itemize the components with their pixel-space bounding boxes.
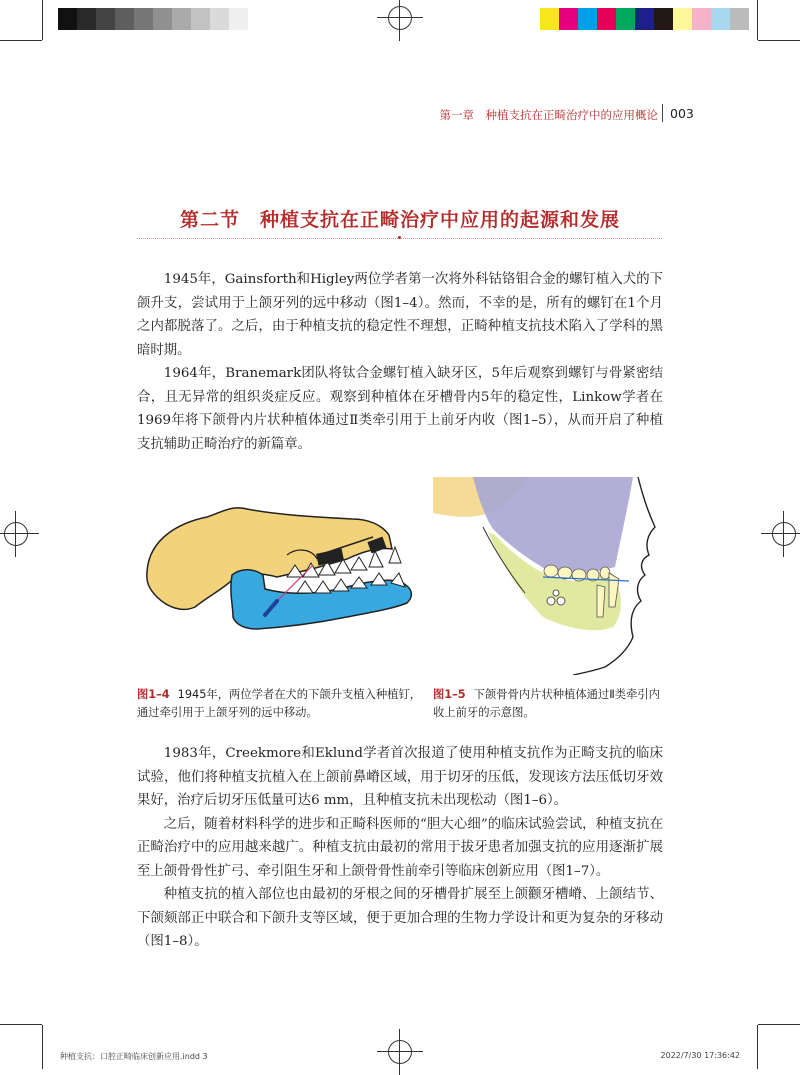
paragraph: 1945年，Gainsforth和Higley两位学者第一次将外科钴铬钼合金的螺钉植入犬的下颌升支，尝试用于上颌牙列的远中移动（图1–4）。然而，不幸的是，所有的螺钉在1个月之内都脱落了。之后，由于种植支抗的稳定性不理想，正畸种植支抗技术陷入了学科的黑暗时期。 <box>137 272 663 358</box>
figure-1-4-dog-skull <box>137 477 427 677</box>
caption-text: 下颌骨骨内片状种植体通过Ⅱ类牵引内收上前牙的示意图。 <box>433 688 660 719</box>
crop-mark <box>42 0 43 40</box>
body-text-bottom <box>137 742 663 954</box>
paragraph: 种植支抗的植入部位也由最初的牙根之间的牙槽骨扩展至上颌颧牙槽嵴、上颌结节、下颌颏部正中联合和下颌升支等区域，便于更加合理的生物力学设计和更为复杂的牙移动（图1–8）。 <box>137 887 663 949</box>
crop-mark <box>757 1025 758 1069</box>
running-header: 第一章 种植支抗在正畸治疗中的应用概论 <box>439 108 658 122</box>
footer-file-slug: 种植支抗：口腔正畸临床创新应用.indd 3 <box>60 1052 208 1061</box>
paragraph: 1964年，Branemark团队将钛合金螺钉植入缺牙区，5年后观察到螺钉与骨紧密结合，且无异常的组织炎症反应。观察到种植体在牙槽骨内5年的稳定性，Linkow学者在1969年将下颌骨内片状种植体通过Ⅱ类牵引用于上前牙内收（图1–5），从而开启了种植支抗辅助正畸治疗的新篇章。 <box>137 366 663 452</box>
grayscale-color-bar <box>58 8 248 30</box>
header-divider <box>662 104 663 122</box>
figure-1-4-caption <box>137 686 427 722</box>
crop-mark <box>758 40 800 41</box>
registration-mark-icon <box>4 522 28 546</box>
registration-mark-icon <box>388 1040 412 1064</box>
paragraph: 1983年，Creekmore和Eklund学者首次报道了使用种植支抗作为正畸支抗的临床试验，他们将种植支抗植入在上颌前鼻嵴区域，用于切牙的压低，发现该方法压低切牙效果好，治疗后切牙压低量可达6 mm，且种植支抗未出现松动（图1–6）。 <box>137 746 663 808</box>
paragraph: 之后，随着材料科学的进步和正畸科医师的“胆大心细”的临床试验尝试，种植支抗在正畸治疗中的应用越来越广。种植支抗由最初的常用于拔牙患者加强支抗的应用逐渐扩展至上颌骨骨性扩弓、牵引阻生牙和上颌骨骨性前牵引等临床创新应用（图1–7）。 <box>137 816 663 879</box>
cmyk-color-bar <box>540 8 749 30</box>
page-number: 003 <box>670 106 694 121</box>
registration-mark-icon <box>388 6 412 30</box>
footer-timestamp: 2022/7/30 17:36:42 <box>660 1051 740 1060</box>
registration-mark-icon <box>772 522 796 546</box>
mandible <box>231 570 412 629</box>
crop-mark <box>0 40 42 41</box>
figure-label: 图1–4 <box>137 688 170 701</box>
maxilla <box>473 477 633 577</box>
crop-mark <box>0 1024 42 1025</box>
crop-mark <box>42 1025 43 1069</box>
crop-mark <box>758 1024 800 1025</box>
body-text-top <box>137 268 663 456</box>
figure-1-5-caption <box>433 686 665 722</box>
figure-1-5-lateral-schematic <box>433 477 663 675</box>
title-rule-dot <box>398 236 401 239</box>
figure-label: 图1–5 <box>433 688 466 701</box>
crop-mark <box>757 0 758 40</box>
caption-text: 1945年，两位学者在犬的下颌升支植入种植钉，通过牵引用于上颌牙列的远中移动。 <box>137 688 422 719</box>
section-title: 第二节 种植支抗在正畸治疗中应用的起源和发展 <box>179 209 620 231</box>
